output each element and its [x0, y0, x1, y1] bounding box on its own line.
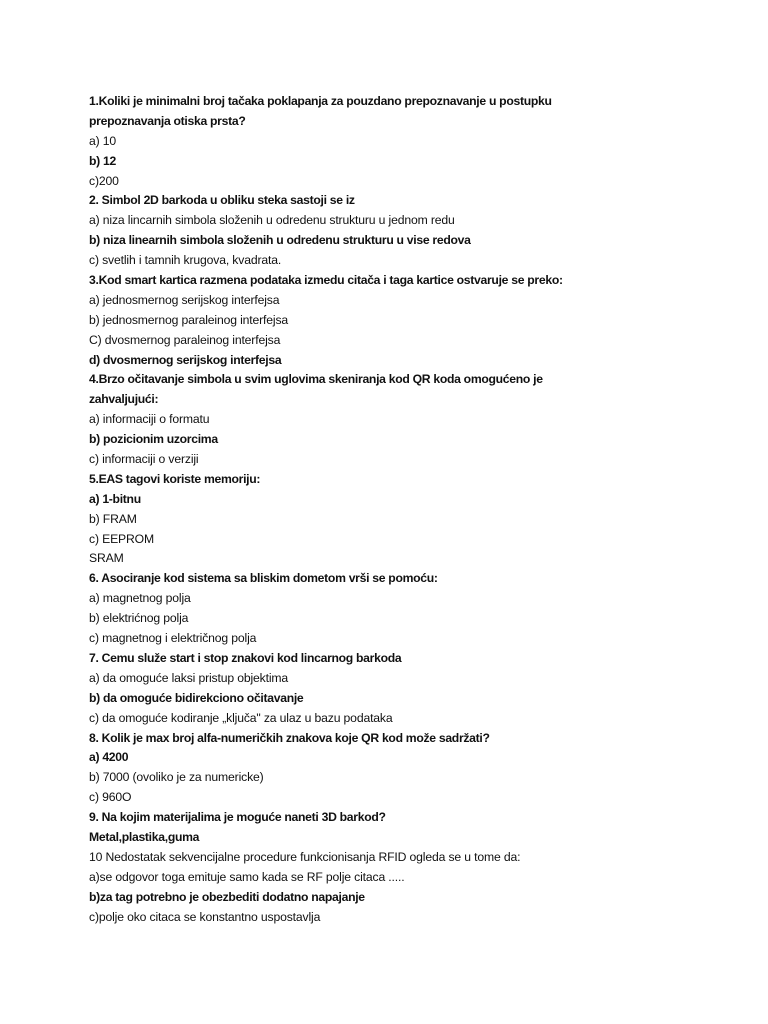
text-line-bold: prepoznavanja otiska prsta?	[89, 113, 246, 128]
text-line: a) niza lincarnih simbola složenih u odredenu strukturu u jednom redu	[89, 213, 455, 228]
question-list	[89, 92, 729, 927]
text-line-bold: a) 1-bitnu	[89, 491, 141, 506]
text-line: a) da omoguće laksi pristup objektima	[89, 670, 289, 685]
text-line: a) magnetnog polja	[89, 591, 191, 606]
text-line: b) FRAM	[89, 511, 137, 526]
text-line: c) svetlih i tamnih krugova, kvadrata.	[89, 253, 282, 268]
text-line: c)polje oko citaca se konstantno uspostavlja	[89, 909, 321, 924]
text-line-bold: b)za tag potrebno je obezbediti dodatno napajanje	[89, 889, 365, 904]
text-line: c) 960O	[89, 790, 132, 805]
text-line: SRAM	[89, 551, 124, 566]
text-line: c) da omoguće kodiranje „ključa" za ulaz u bazu podataka	[89, 710, 393, 725]
text-line-bold: b) pozicionim uzorcima	[89, 432, 218, 447]
text-line-bold: Metal,plastika,guma	[89, 829, 200, 844]
text-line: b) 7000 (ovoliko je za numericke)	[89, 770, 264, 785]
text-line: c) informaciji o verziji	[89, 452, 199, 467]
text-line-bold: 7. Cemu služe start i stop znakovi kod lincarnog barkoda	[89, 650, 402, 665]
text-line-bold: b) da omoguće bidirekciono očitavanje	[89, 690, 304, 705]
text-line-bold: b) 12	[89, 153, 116, 168]
text-line-bold: zahvaljujući:	[89, 392, 159, 407]
text-line-bold: d) dvosmernog serijskog interfejsa	[89, 352, 282, 367]
text-line: C) dvosmernog paraleinog interfejsa	[89, 332, 281, 347]
text-line: a)se odgovor toga emituje samo kada se RF polje citaca .....	[89, 869, 405, 884]
text-line-bold: 9. Na kojim materijalima je moguće naneti 3D barkod?	[89, 810, 386, 825]
text-line-bold: 5.EAS tagovi koriste memoriju:	[89, 471, 261, 486]
text-line-bold: b) niza linearnih simbola složenih u odredenu strukturu u vise redova	[89, 233, 471, 248]
text-line-bold: 4.Brzo očitavanje simbola u svim uglovima skeniranja kod QR koda omogućeno je	[89, 372, 543, 387]
text-line: a) 10	[89, 133, 117, 148]
text-line-bold: 6. Asociranje kod sistema sa bliskim dometom vrši se pomoću:	[89, 571, 438, 586]
text-line: b) jednosmernog paraleinog interfejsa	[89, 312, 289, 327]
text-line: c) magnetnog i električnog polja	[89, 631, 257, 646]
text-line-bold: 8. Kolik je max broj alfa-numeričkih znakova koje QR kod može sadržati?	[89, 730, 490, 745]
text-line: 10 Nedostatak sekvencijalne procedure funkcionisanja RFID ogleda se u tome da:	[89, 849, 521, 864]
text-line: a) jednosmernog serijskog interfejsa	[89, 292, 280, 307]
text-line: b) elektrićnog polja	[89, 611, 189, 626]
text-line-bold: a) 4200	[89, 750, 129, 765]
text-line-bold: 2. Simbol 2D barkoda u obliku steka sastoji se iz	[89, 193, 355, 208]
text-line-bold: 3.Kod smart kartica razmena podataka izmedu citača i taga kartice ostvaruje se preko:	[89, 273, 563, 288]
text-line: a) informaciji o formatu	[89, 412, 210, 427]
text-line: c) EEPROM	[89, 531, 155, 546]
text-line: c)200	[89, 173, 119, 188]
text-line-bold: 1.Koliki je minimalni broj tačaka poklapanja za pouzdano prepoznavanje u postupku	[89, 94, 552, 108]
